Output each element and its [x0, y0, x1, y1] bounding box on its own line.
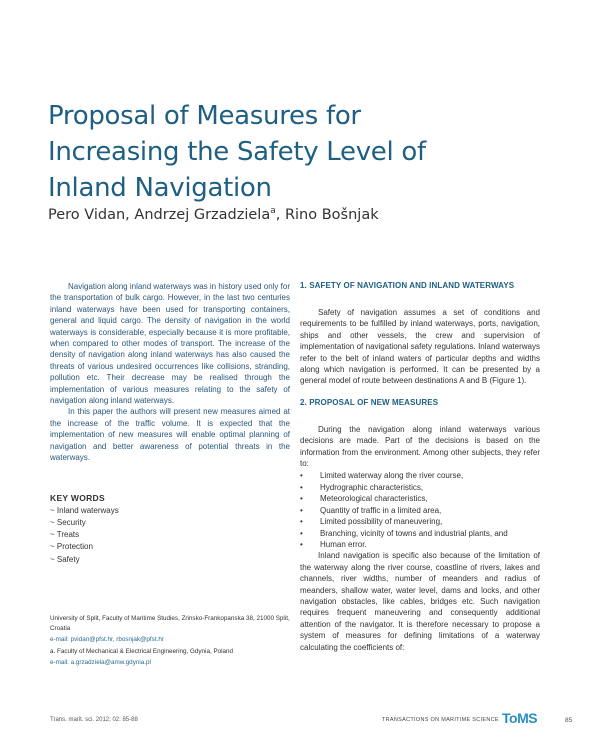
- page-number: 85: [565, 717, 573, 724]
- author-line: [48, 206, 568, 223]
- affiliation-email[interactable]: e-mail: pvidan@pfst.hr, rbosnjak@pfst.hr: [50, 636, 164, 643]
- authors-main: Pero Vidan, Andrzej Grzadziela: [48, 206, 271, 223]
- abstract-paragraph: Navigation along inland waterways was in history used only for the transportation of bulk cargo. However, in the last two centuries inland waterways have been used for transporting containers, general and liquid cargo. The density of navigation in the world waterways is considerable, especially because it is more profitable, when compared to other modes of transport. The increase of the density of navigation along inland waterways has also caused the threats of various undesired occurrences like collisions, stranding, pollution etc. Their decrease may be realised through the implementation of various measures relating to the safety of navigation along inland waterways.: [50, 282, 290, 406]
- affiliation-line: a. Faculty of Mechanical & Electrical Engineering, Gdynia, Poland: [50, 647, 234, 655]
- paper-title: [48, 98, 568, 206]
- bullet-item: • Meteorological characteristics,: [300, 493, 540, 504]
- right-column: [300, 281, 540, 653]
- page-footer: [50, 710, 573, 728]
- abstract-paragraph: In this paper the authors will present new measures aimed at the increase of the traffic volume. It is expected that the implementation of new measures will enable optimal planning of navigation and better awareness of potential threats in the waterways.: [50, 407, 290, 463]
- affiliations: [50, 614, 290, 668]
- author-affiliation-mark: a: [270, 206, 276, 216]
- bullet-list: [300, 470, 540, 550]
- section-paragraph: During the navigation along inland waterways various decisions are made. Part of the decisions is based on the information from the environment. Among other subjects, they refer to:: [300, 424, 540, 469]
- keyword-item: ~ Protection: [50, 542, 93, 552]
- section-paragraph: Inland navigation is specific also because of the limitation of the waterway along the river course, coastline of rivers, lakes and channels, river widths, number of meanders and radius of meanders, shallow water, water level, dams and locks, and other navigation obstacles, like cables, bridges etc. Such navigation requires frequent maneuvering and consequently additional attention of the navigator. It is therefore necessary to propose a system of measures for defining limitations of a waterway calculating the coefficients of:: [300, 551, 540, 652]
- bullet-item: • Hydrographic characteristics,: [300, 482, 540, 493]
- authors-rest: , Rino Bošnjak: [275, 206, 379, 223]
- footer-citation: Trans. marit. sci. 2012; 02: 85-88: [50, 717, 138, 723]
- affiliation-email[interactable]: e-mail: a.grzadziela@amw.gdynia.pl: [50, 659, 151, 666]
- bullet-item: • Branching, vicinity of towns and industrial plants, and: [300, 528, 540, 539]
- affiliation-line: University of Split, Faculty of Maritime Studies, Zrinsko-Frankopanska 38, 21000 Split, Croatia: [50, 615, 290, 632]
- section-heading: 1. SAFETY OF NAVIGATION AND INLAND WATERWAYS: [300, 281, 515, 290]
- keywords-block: [50, 493, 290, 566]
- title-line: Inland Navigation: [48, 173, 272, 203]
- title-line: Proposal of Measures for: [48, 101, 361, 131]
- bullet-item: • Human error.: [300, 539, 540, 550]
- keywords-title: KEY WORDS: [50, 492, 105, 503]
- title-line: Increasing the Safety Level of: [48, 137, 426, 167]
- bullet-item: • Limited possibility of maneuvering,: [300, 516, 540, 527]
- bullet-item: • Quantity of traffic in a limited area,: [300, 505, 540, 516]
- keyword-item: ~ Safety: [50, 554, 80, 564]
- section-heading: 2. PROPOSAL OF NEW MEASURES: [300, 397, 439, 407]
- keyword-item: ~ Treats: [50, 530, 80, 540]
- footer-journal-name: TRANSACTIONS ON MARITIME SCIENCE: [382, 717, 499, 723]
- abstract: [50, 281, 290, 464]
- bullet-item: • Limited waterway along the river course,: [300, 470, 540, 481]
- left-column: [50, 281, 290, 566]
- journal-logo: ToMS: [502, 710, 538, 726]
- keyword-item: ~ Inland waterways: [50, 505, 119, 515]
- section-paragraph: Safety of navigation assumes a set of conditions and requirements to be fulfilled by inland waterways, ports, navigation, ships and other vessels, the crew and supervision of implementation of navigational safety regulations. Inland waterways refer to the belt of inland waters of particular depths and widths along which navigation is performed. It can be presented by a general model of route between destinations A and B (Figure 1).: [300, 308, 540, 386]
- keyword-item: ~ Security: [50, 517, 86, 527]
- keywords-list: [50, 505, 290, 566]
